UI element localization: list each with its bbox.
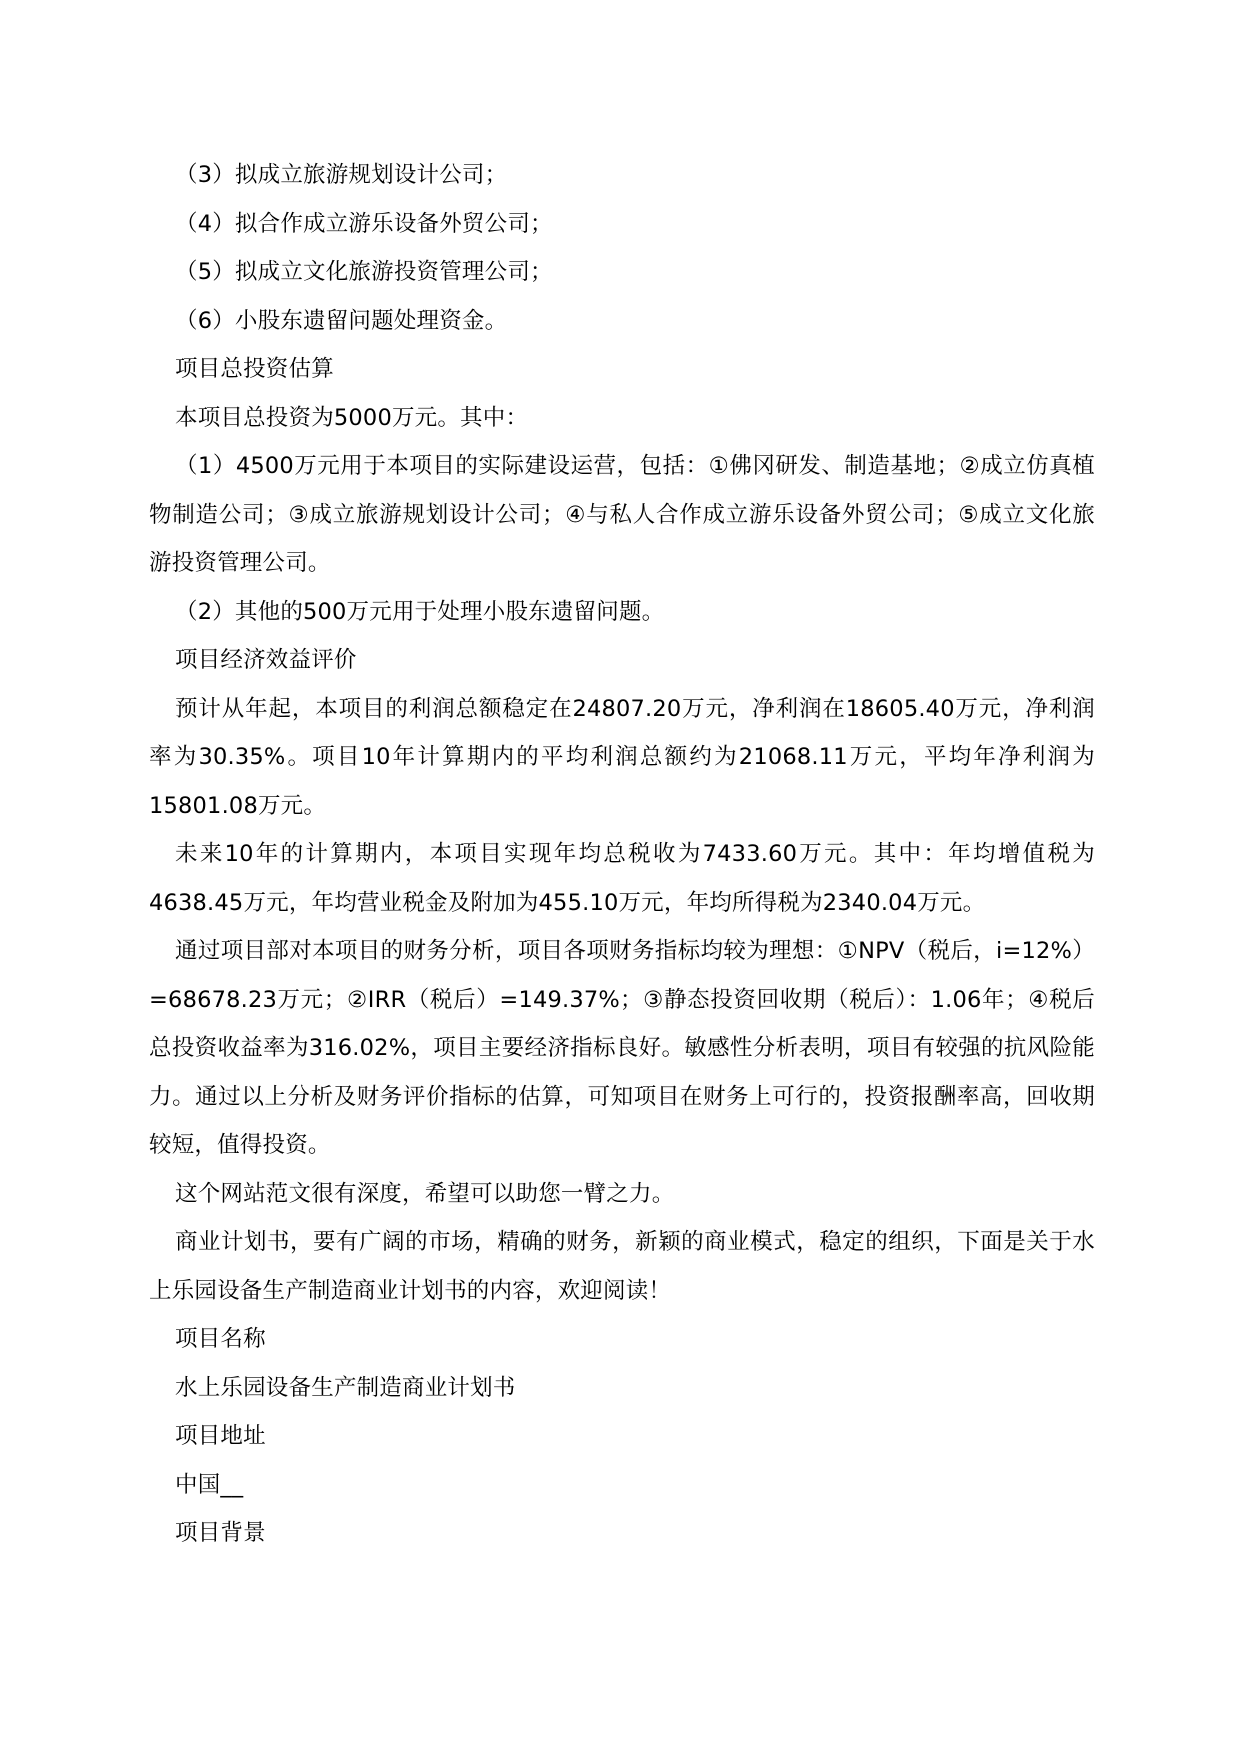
paragraph-website-note: 这个网站范文很有深度，希望可以助您一臂之力。	[175, 1180, 675, 1207]
section-heading-project-background: 项目背景	[175, 1520, 266, 1546]
section-heading-economic-evaluation: 项目经济效益评价	[175, 647, 357, 673]
paragraph-financial-analysis: 通过项目部对本项目的财务分析，项目各项财务指标均较为理想：①NPV（税后，i=12%）=68678.23万元；②IRR（税后）=149.37%；③静态投资回收期（税后）：1.06年；④税后总投资收益率为316.02%，项目主要经济指标良好。敏感性分析表明，项目有较强的抗风险能力。通过以上分析及财务评价指标的估算，可知项目在财务上可行的，投资报酬率高，回收期较短，值得投资。	[149, 938, 1095, 1158]
list-item-5: （5）拟成立文化旅游投资管理公司；	[175, 259, 553, 285]
paragraph-project-name: 水上乐园设备生产制造商业计划书	[175, 1374, 516, 1401]
section-heading-project-address: 项目地址	[175, 1423, 266, 1449]
section-heading-project-name: 项目名称	[175, 1326, 266, 1352]
list-item-6: （6）小股东遗留问题处理资金。	[175, 307, 508, 334]
paragraph-investment-part-1: （1）4500万元用于本项目的实际建设运营，包括：①佛冈研发、制造基地；②成立仿真植物制造公司；③成立旅游规划设计公司；④与私人合作成立游乐设备外贸公司；⑤成立文化旅游投资管理公司。	[149, 453, 1095, 576]
paragraph-investment-part-2: （2）其他的500万元用于处理小股东遗留问题。	[175, 598, 665, 625]
list-item-4: （4）拟合作成立游乐设备外贸公司；	[175, 210, 553, 237]
paragraph-tax: 未来10年的计算期内，本项目实现年均总税收为7433.60万元。其中：年均增值税为4638.45万元，年均营业税金及附加为455.10万元，年均所得税为2340.04万元。	[149, 841, 1095, 916]
paragraph-project-address: 中国__	[175, 1471, 244, 1498]
paragraph-profit: 预计从年起，本项目的利润总额稳定在24807.20万元，净利润在18605.40万元，净利润率为30.35%。项目10年计算期内的平均利润总额约为21068.11万元，平均年净利润为15801.08万元。	[149, 695, 1095, 819]
paragraph-total-investment: 本项目总投资为5000万元。其中：	[175, 404, 529, 431]
section-heading-investment: 项目总投资估算	[175, 356, 334, 382]
paragraph-business-plan-intro: 商业计划书，要有广阔的市场，精确的财务，新颖的商业模式，稳定的组织，下面是关于水上乐园设备生产制造商业计划书的内容，欢迎阅读！	[149, 1229, 1095, 1304]
list-item-3: （3）拟成立旅游规划设计公司；	[175, 162, 508, 188]
document-body	[149, 151, 1095, 1558]
